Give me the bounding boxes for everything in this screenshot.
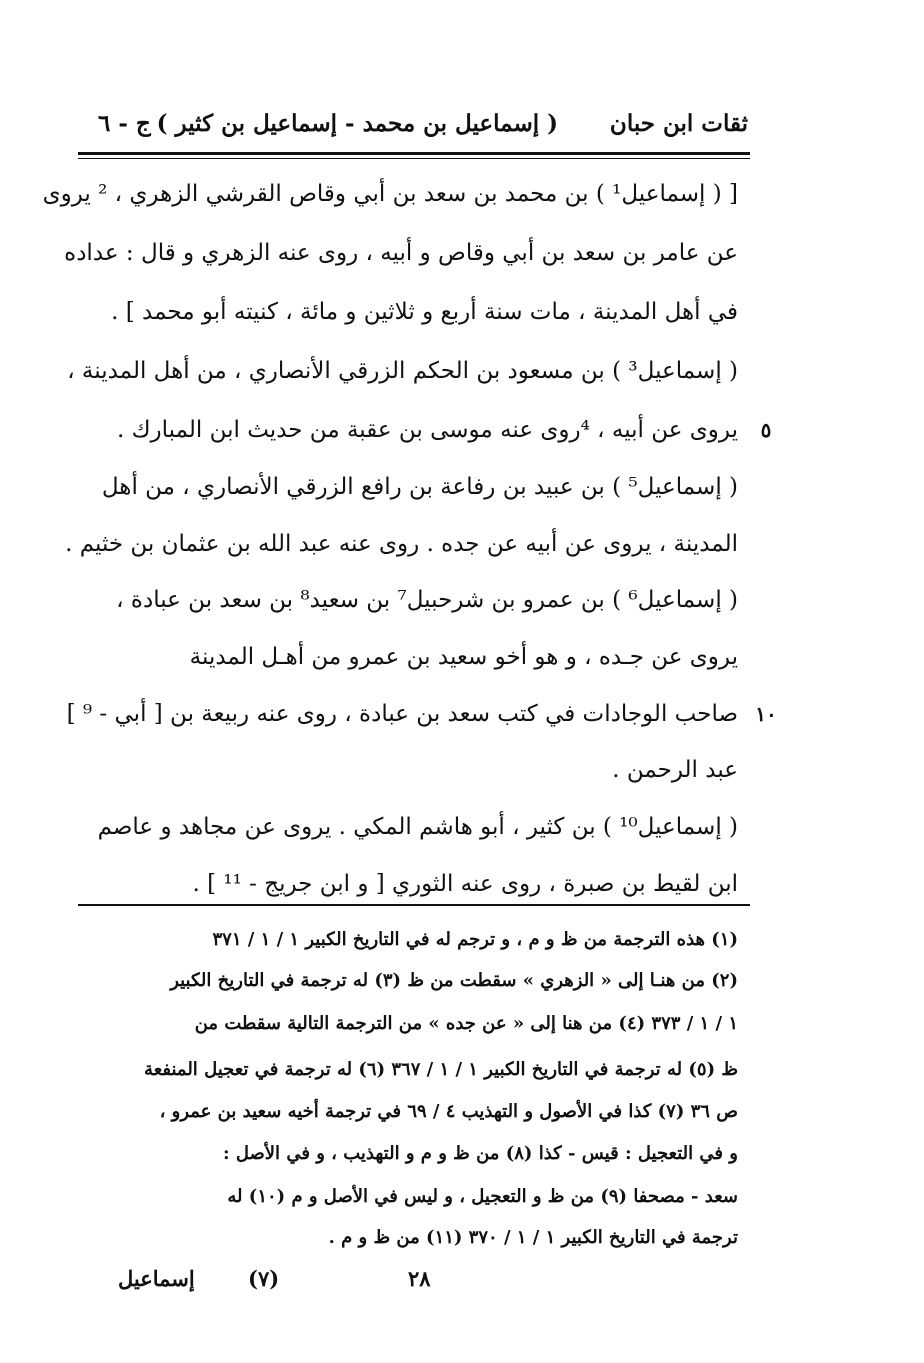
- line-number: ١٠: [755, 702, 777, 726]
- text-line: صاحب الوجادات في كتب سعد بن عبادة ، روى عنه ربيعة بن [ أبي - ⁹ ]: [66, 701, 738, 727]
- running-title: ثقات ابن حبان: [609, 110, 748, 137]
- signature-mark: (٧): [248, 1266, 280, 1291]
- header-rule: [78, 152, 750, 159]
- text-line: ( إسماعيل⁶ ) بن عمرو بن شرحبيل⁷ بن سعيد⁸ بن سعد بن عبادة ،: [116, 587, 738, 613]
- footnote-line: ترجمة في التاريخ الكبير ١ / ١ / ٣٧٠ (١١) من ظ و م .: [328, 1227, 738, 1248]
- text-line: عن عامر بن سعد بن أبي وقاص و أبيه ، روى عنه الزهري و قال : عداده: [64, 240, 738, 266]
- text-line: يروى عن جـده ، و هو أخو سعيد بن عمرو من أهـل المدينة: [189, 644, 738, 670]
- text-line: في أهل المدينة ، مات سنة أربع و ثلاثين و مائة ، كنيته أبو محمد ] .: [111, 299, 738, 325]
- text-line: يروى عن أبيه ، ⁴روى عنه موسى بن عقبة من حديث ابن المبارك .: [116, 417, 738, 443]
- footnote-line: ١ / ١ / ٣٧٣ (٤) من هنا إلى « عن جده » من الترجمة التالية سقطت من: [194, 1013, 738, 1034]
- text-line: ( إسماعيل⁵ ) بن عبيد بن رفاعة بن رافع الزرقي الأنصاري ، من أهل: [101, 474, 738, 500]
- section-title: ( إسماعيل بن محمد - إسماعيل بن كثير ): [156, 110, 558, 137]
- text-line: ( إسماعيل¹⁰ ) بن كثير ، أبو هاشم المكي . يروى عن مجاهد و عاصم: [97, 814, 738, 840]
- page-header: [78, 96, 748, 156]
- text-line: [ ( إسماعيل¹ ) بن محمد بن سعد بن أبي وقاص القرشي الزهري ، ² يروى: [42, 181, 738, 207]
- footnote-line: ص ٣٦ (٧) كذا في الأصول و التهذيب ٤ / ٦٩ في ترجمة أخيه سعيد بن عمرو ،: [159, 1101, 738, 1122]
- footnote-line: ظ (٥) له ترجمة في التاريخ الكبير ١ / ١ / ٣٦٧ (٦) له ترجمة في تعجيل المنفعة: [144, 1059, 738, 1080]
- text-line: ابن لقيط بن صبرة ، روى عنه الثوري [ و ابن جريج - ¹¹ ] .: [192, 871, 738, 897]
- footnote-line: سعد - مصحفا (٩) من ظ و التعجيل ، و ليس في الأصل و م (١٠) له: [227, 1186, 738, 1207]
- text-line: عبد الرحمن .: [612, 757, 738, 783]
- volume-label: ج - ٦: [98, 110, 151, 137]
- footnote-line: (١) هذه الترجمة من ظ و م ، و ترجم له في التاريخ الكبير ١ / ١ / ٣٧١: [212, 929, 738, 950]
- line-number: ٥: [760, 418, 772, 442]
- catchword: إسماعيل: [118, 1266, 195, 1291]
- text-line: ( إسماعيل³ ) بن مسعود بن الحكم الزرقي الأنصاري ، من أهل المدينة ،: [67, 358, 738, 384]
- page-number: ٢٨: [408, 1266, 431, 1291]
- footnote-line: (٢) من هنـا إلى « الزهري » سقطت من ظ (٣) له ترجمة في التاريخ الكبير: [170, 970, 738, 991]
- document-page: [42, 96, 777, 1326]
- text-line: المدينة ، يروى عن أبيه عن جده . روى عنه عبد الله بن عثمان بن خثيم .: [65, 531, 738, 557]
- page-footer: [78, 1266, 738, 1306]
- footnote-rule: [78, 904, 750, 906]
- footnote-line: و في التعجيل : قيس - كذا (٨) من ظ و م و التهذيب ، و في الأصل :: [222, 1143, 738, 1164]
